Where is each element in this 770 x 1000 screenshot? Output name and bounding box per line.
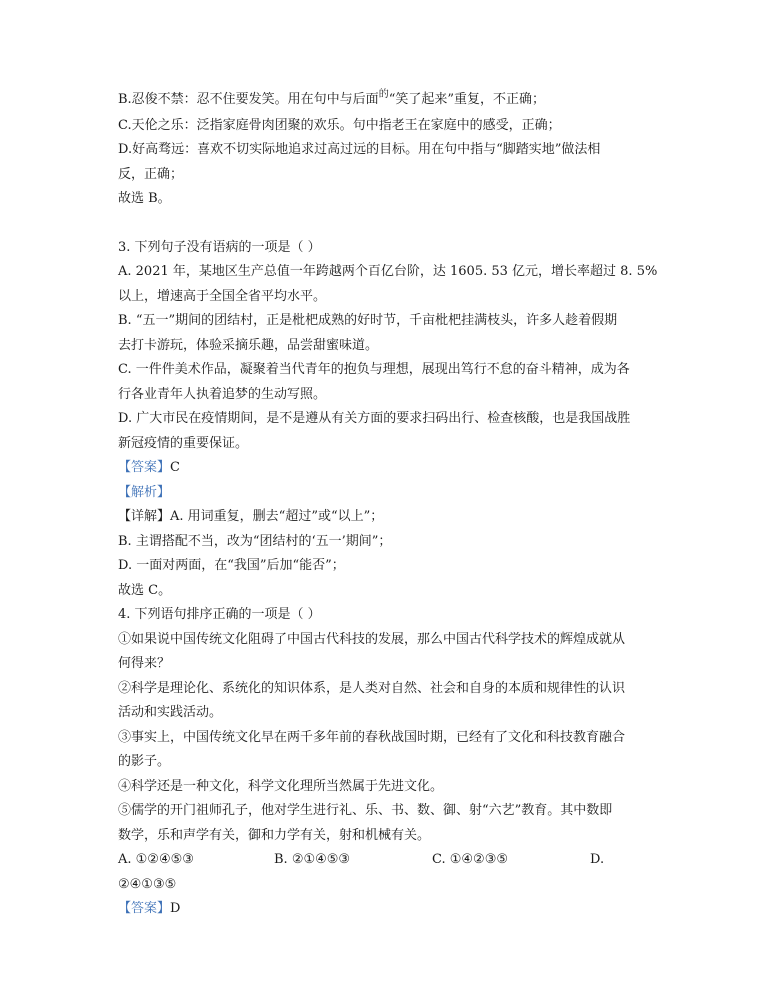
q4-sentence-2-cont: 活动和实践活动。 (118, 705, 223, 720)
q3-detail-a (118, 505, 658, 530)
q3-analysis (118, 481, 658, 506)
q4-sentence-1-cont: 何得来？ (118, 656, 171, 671)
prev-conclusion: 故选 B。 (118, 191, 171, 206)
answer-tag: 【答案】 (118, 460, 171, 475)
q4-sentence-1: ①如果说中国传统文化阻碍了中国古代科技的发展，那么中国古代科学技术的辉煌成就从 (118, 631, 626, 647)
q4-answer (118, 897, 658, 922)
prev-answer-b-text-end: “笑了起来”重复，不正确； (388, 92, 545, 107)
prev-answer-d: D.好高骛远：喜欢不切实际地追求过高过远的目标。用在句中指与“脚踏实地”做法相 (118, 142, 601, 157)
prev-answer-d-cont: 反，正确； (118, 166, 184, 182)
q4-option-a: A. ①②④⑤③ (118, 852, 194, 867)
q4-option-b: B. ②①④⑤③ (274, 852, 351, 867)
q3-option-c: C. 一件件美术作品，凝聚着当代青年的抱负与理想，展现出笃行不怠的奋斗精神，成为各 (118, 362, 630, 377)
prev-answer-b-text: B.忍俊不禁：忍不住要发笑。用在句中与后面 (118, 92, 379, 107)
q3-detail-d: D. 一面对两面，在“我国”后加“能否”； (118, 558, 345, 573)
q3-option-d-cont: 新冠疫情的重要保证。 (118, 435, 249, 451)
detail-tag: 【详解】 (118, 509, 171, 524)
answer-value: C (170, 460, 180, 475)
q3-answer (118, 456, 658, 481)
detail-a-text: A. 用词重复，删去“超过”或“以上”； (170, 509, 384, 524)
q3-option-c-cont: 行各业青年人执着追梦的生动写照。 (118, 386, 327, 402)
prev-answer-b (118, 88, 658, 114)
q4-option-c: C. ①④②③⑤ (432, 852, 509, 867)
q4-options (118, 848, 658, 873)
q4-sentence-2: ②科学是理论化、系统化的知识体系，是人类对自然、社会和自身的本质和规律性的认识 (118, 680, 626, 696)
answer-value: D (170, 901, 181, 916)
document-content (118, 88, 658, 922)
q4-sentence-5-cont: 数学，乐和声学有关，御和力学有关，射和机械有关。 (118, 827, 431, 843)
q3-option-a-cont: 以上，增速高于全国全省平均水平。 (118, 288, 327, 304)
q3-stem: 3. 下列句子没有语病的一项是（ ） (118, 239, 321, 255)
q4-sentence-5: ⑤儒学的开门祖师孔子，他对学生进行礼、乐、书、数、御、射“六艺”教育。其中数即 (118, 803, 613, 818)
q4-stem: 4. 下列语句排序正确的一项是（ ） (118, 607, 321, 622)
q4-sentence-4: ④科学还是一种文化，科学文化理所当然属于先进文化。 (118, 778, 444, 794)
q3-option-b-cont: 去打卡游玩，体验采摘乐趣，品尝甜蜜味道。 (118, 337, 379, 353)
q4-option-d-cont: ②④①③⑤ (118, 876, 177, 892)
q4-option-d: D. (590, 852, 605, 867)
q3-conclusion: 故选 C。 (118, 582, 172, 598)
q3-option-b: B. “五一”期间的团结村，正是枇杷成熟的好时节，千亩枇杷挂满枝头，许多人趁着假期 (118, 313, 618, 328)
q3-option-d: D. 广大市民在疫情期间，是不是遵从有关方面的要求扫码出行、检查核酸，也是我国战胜 (118, 411, 631, 426)
q3-detail-b: B. 主谓搭配不当，改为“团结村的‘五一’期间”； (118, 533, 392, 549)
prev-answer-c: C.天伦之乐：泛指家庭骨肉团聚的欢乐。句中指老王在家庭中的感受，正确； (118, 117, 561, 133)
prev-answer-b-superscript: 的 (378, 89, 389, 100)
analysis-tag: 【解析】 (118, 484, 171, 500)
q4-sentence-3-cont: 的影子。 (118, 754, 171, 769)
answer-tag: 【答案】 (118, 901, 171, 916)
q4-sentence-3: ③事实上，中国传统文化早在两千多年前的春秋战国时期，已经有了文化和科技教育融合 (118, 729, 626, 745)
q3-option-a: A. 2021 年，某地区生产总值一年跨越两个百亿台阶，达 1605. 53 亿元，增长率超过 8. 5% (118, 264, 658, 279)
